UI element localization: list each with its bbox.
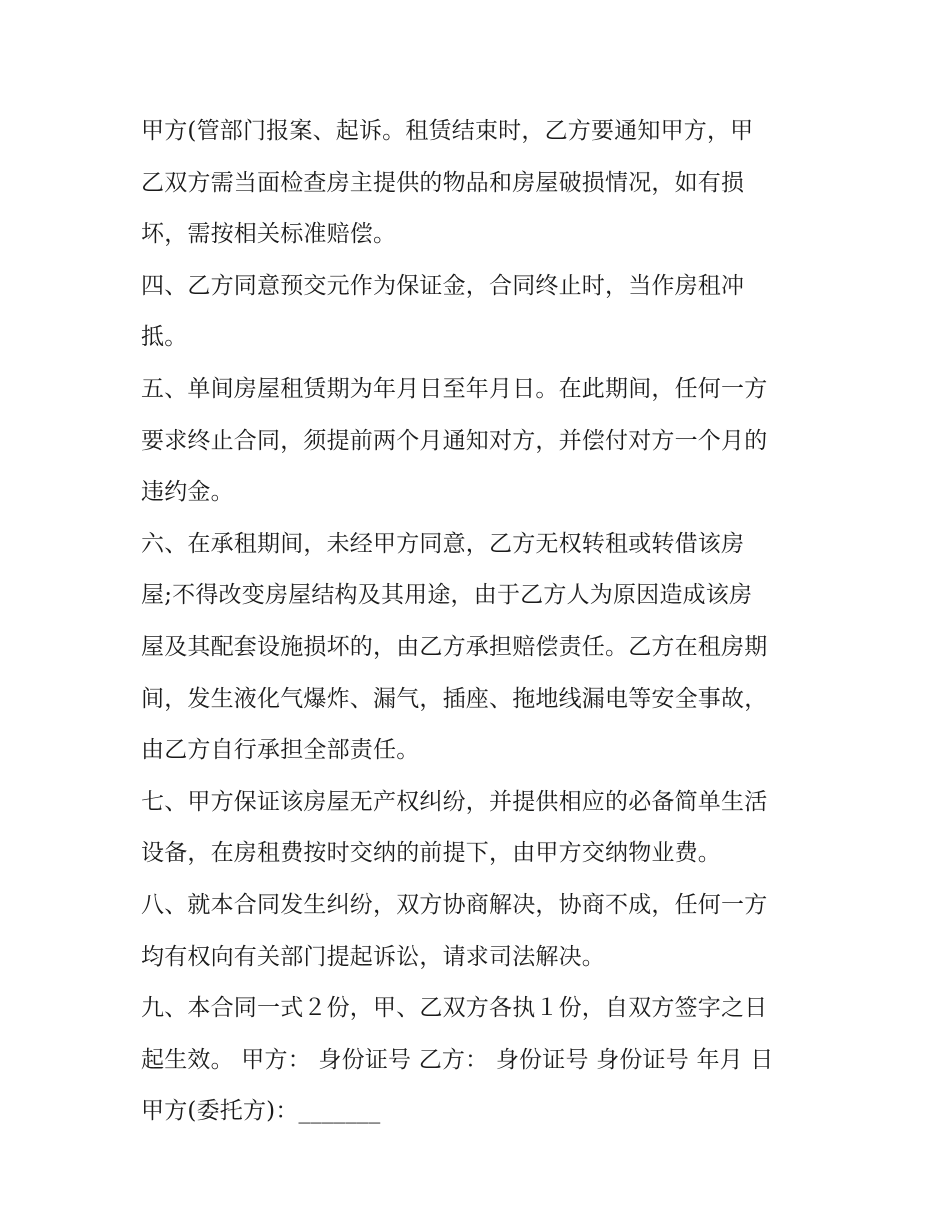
text-line: 坏，需按相关标准赔偿。 xyxy=(141,221,397,248)
clause-5-line: 五、单间房屋租赁期为年月日至年月日。在此期间，任何一方 xyxy=(141,375,768,402)
clause-8-line: 八、就本合同发生纠纷，双方协商解决，协商不成，任何一方 xyxy=(141,891,768,918)
signature-line: 甲方(委托方)：_______ xyxy=(141,1098,381,1125)
text-line: 乙双方需当面检查房主提供的物品和房屋破损情况，如有损 xyxy=(141,169,745,196)
text-line: 屋及其配套设施损坏的，由乙方承担赔偿责任。乙方在租房期 xyxy=(141,633,768,660)
text-line: 由乙方自行承担全部责任。 xyxy=(141,737,420,764)
text-line: 均有权向有关部门提起诉讼，请求司法解决。 xyxy=(141,943,605,970)
clause-4-line: 四、乙方同意预交元作为保证金，合同终止时，当作房租冲 xyxy=(141,272,745,299)
text-line: 违约金。 xyxy=(141,479,234,506)
text-line: 设备，在房租费按时交纳的前提下，由甲方交纳物业费。 xyxy=(141,840,721,867)
clause-7-line: 七、甲方保证该房屋无产权纠纷，并提供相应的必备简单生活 xyxy=(141,788,768,815)
contract-text-body xyxy=(141,106,821,1138)
clause-6-line: 六、在承租期间，未经甲方同意，乙方无权转租或转借该房 xyxy=(141,530,745,557)
text-line: 甲方(管部门报案、起诉。租赁结束时，乙方要通知甲方，甲 xyxy=(141,118,754,144)
text-line: 间，发生液化气爆炸、漏气，插座、拖地线漏电等安全事故， xyxy=(141,685,768,712)
text-line: 要求终止合同，须提前两个月通知对方，并偿付对方一个月的 xyxy=(141,427,768,454)
signature-ids-line: 起生效。 甲方： 身份证号 乙方： 身份证号 身份证号 年月 日 xyxy=(141,1046,774,1073)
clause-9-line: 九、本合同一式２份，甲、乙双方各执１份，自双方签字之日 xyxy=(141,995,768,1022)
text-line: 抵。 xyxy=(141,324,188,351)
text-line: 屋;不得改变房屋结构及其用途，由于乙方人为原因造成该房 xyxy=(141,582,753,609)
